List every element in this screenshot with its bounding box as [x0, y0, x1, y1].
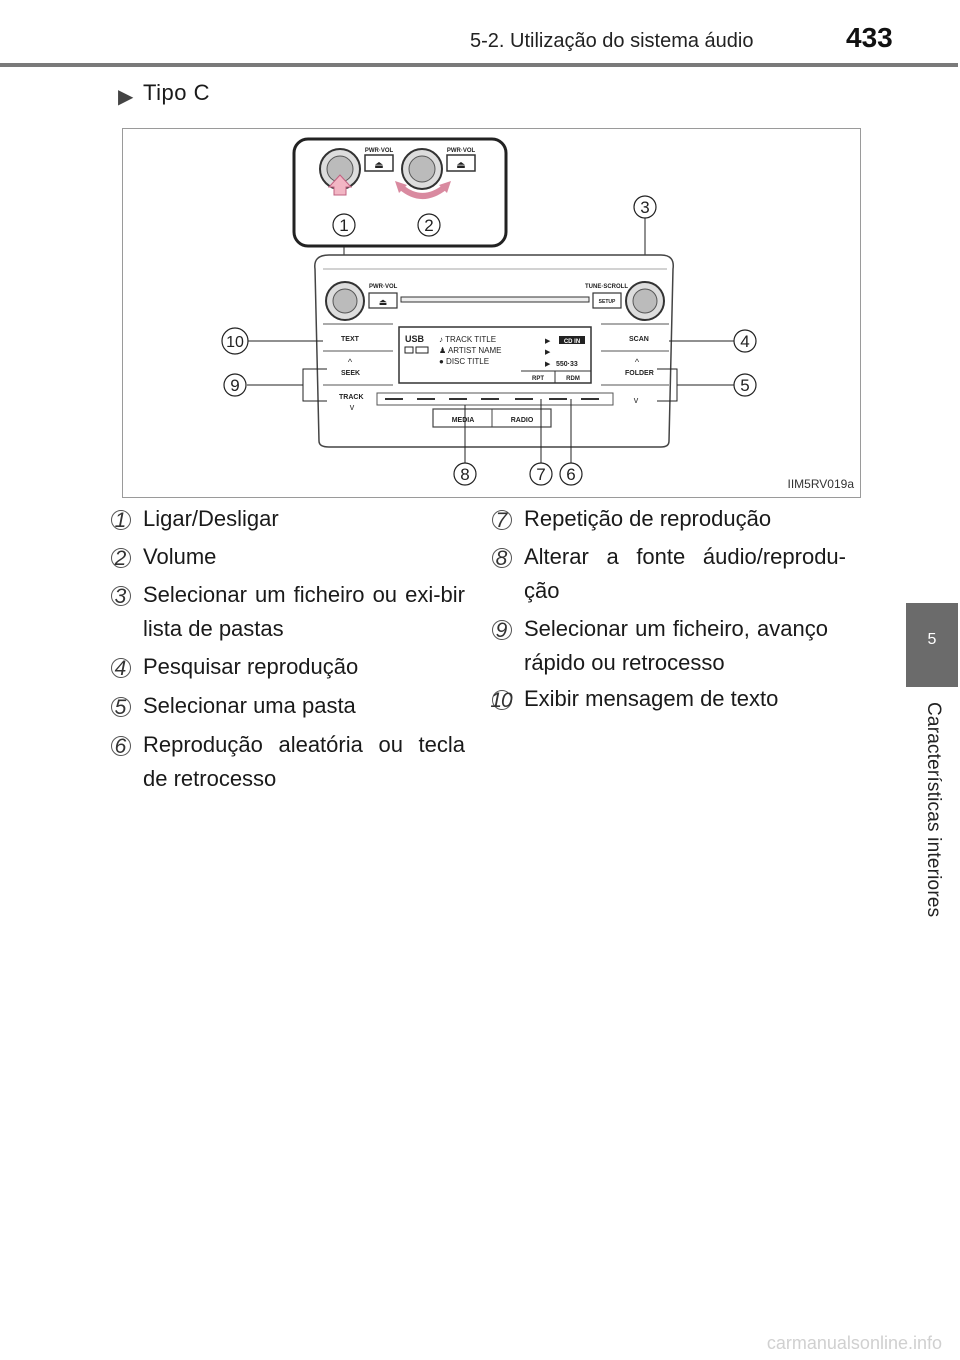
display-disc-title: ● DISC TITLE [439, 357, 490, 366]
legend-number: 5 [109, 691, 131, 717]
text-button-label: TEXT [341, 336, 359, 343]
display-artist-name: ♟ ARTIST NAME [439, 346, 502, 355]
eject-icon: ⏏ [374, 160, 384, 171]
svg-text:7: 7 [536, 465, 546, 484]
legend-item-3 [114, 578, 465, 646]
right-arrow-icon: ▶ [545, 338, 551, 345]
figure-frame [122, 128, 861, 498]
display-track-title: ♪ TRACK TITLE [439, 335, 497, 344]
legend-text: Alterar a fonte áudio/reprodu-ção [524, 544, 846, 603]
chapter-tab[interactable] [906, 603, 958, 687]
folder-down-icon: v [633, 395, 639, 405]
legend-item-4 [114, 650, 473, 684]
usb-label: USB [405, 334, 425, 344]
pwr-vol-zoom-label: PWR·VOL [446, 148, 476, 154]
legend-item-2 [114, 540, 473, 574]
svg-text:10: 10 [226, 334, 244, 351]
radio-button-label: RADIO [510, 417, 534, 424]
right-arrow-icon: ▶ [545, 349, 551, 356]
figure-code: IIM5RV019a [787, 477, 854, 491]
setup-label: SETUP [598, 299, 616, 305]
cd-slot [401, 297, 589, 302]
media-button-label: MEDIA [451, 417, 475, 424]
callout-3 [634, 196, 656, 218]
tune-scroll-label: TUNE·SCROLL [585, 284, 628, 290]
legend-item-9 [495, 612, 828, 680]
track-button-label: TRACK [339, 394, 364, 401]
scan-button-label: SCAN [629, 336, 649, 343]
audio-unit-illustration [123, 129, 860, 497]
legend-number: 4 [109, 652, 131, 678]
folder-up-icon: ^ [634, 357, 640, 367]
svg-text:6: 6 [566, 465, 576, 484]
legend-number: 8 [490, 542, 512, 568]
svg-text:4: 4 [740, 332, 750, 351]
legend-number: 10 [490, 684, 512, 710]
callout-5 [734, 374, 756, 396]
legend-number: 3 [109, 580, 131, 606]
legend-text: Pesquisar reprodução [143, 654, 359, 679]
callout-10 [222, 328, 248, 354]
svg-text:1: 1 [339, 216, 349, 235]
legend-item-1 [114, 502, 473, 536]
legend-text: Ligar/Desligar [143, 506, 279, 531]
folder-button-label: FOLDER [625, 370, 654, 377]
svg-text:3: 3 [640, 198, 650, 217]
chapter-tab-number: 5 [927, 631, 937, 648]
pwr-vol-label: PWR·VOL [369, 284, 398, 290]
watermark: carmanualsonline.info [766, 1333, 942, 1353]
svg-text:CD IN: CD IN [563, 339, 581, 345]
section-title: Tipo C [143, 80, 210, 105]
legend-item-7 [495, 502, 854, 536]
legend-item-8 [495, 540, 846, 608]
display-time: 550·33 [556, 361, 578, 368]
legend-item-5 [114, 689, 473, 723]
callout-2 [418, 214, 440, 236]
chapter-tab-label: Características interiores [923, 702, 944, 918]
legend-number: 1 [109, 504, 131, 530]
svg-text:5: 5 [740, 376, 750, 395]
callout-1 [333, 214, 355, 236]
legend-item-10 [490, 682, 854, 716]
legend-text: Reprodução aleatória ou tecla de retrocesso [143, 732, 465, 791]
legend-number: 2 [109, 542, 131, 568]
legend-number: 7 [490, 504, 512, 530]
header-title: 5-2. Utilização do sistema áudio [470, 30, 754, 52]
track-down-icon: v [349, 402, 355, 412]
svg-text:2: 2 [424, 216, 434, 235]
rpt-label: RPT [532, 376, 544, 382]
legend-text: Volume [143, 544, 217, 569]
eject-icon: ⏏ [456, 160, 466, 171]
legend-text: Repetição de reprodução [524, 506, 772, 531]
legend-item-6 [114, 728, 465, 796]
callout-9 [224, 374, 246, 396]
legend-text: Selecionar um ficheiro ou exi-bir lista de pastas [143, 582, 465, 641]
legend-text: Selecionar uma pasta [143, 693, 356, 718]
right-arrow-icon: ▶ [545, 361, 551, 368]
section-marker-icon: ▶ [118, 86, 134, 108]
svg-text:8: 8 [460, 465, 470, 484]
seek-up-icon: ^ [347, 357, 353, 367]
page-number: 433 [846, 22, 893, 53]
legend-number: 9 [490, 614, 512, 640]
pwr-vol-zoom-label: PWR·VOL [364, 148, 394, 154]
callout-4 [734, 330, 756, 352]
eject-icon: ⏏ [378, 297, 388, 307]
svg-text:9: 9 [230, 376, 240, 395]
seek-button-label: SEEK [341, 370, 361, 377]
legend-text: Exibir mensagem de texto [524, 686, 779, 711]
legend-number: 6 [109, 730, 131, 756]
header-rule [0, 63, 958, 67]
rdm-label: RDM [566, 376, 580, 382]
legend-text: Selecionar um ficheiro, avanço rápido ou retrocesso [524, 616, 828, 675]
